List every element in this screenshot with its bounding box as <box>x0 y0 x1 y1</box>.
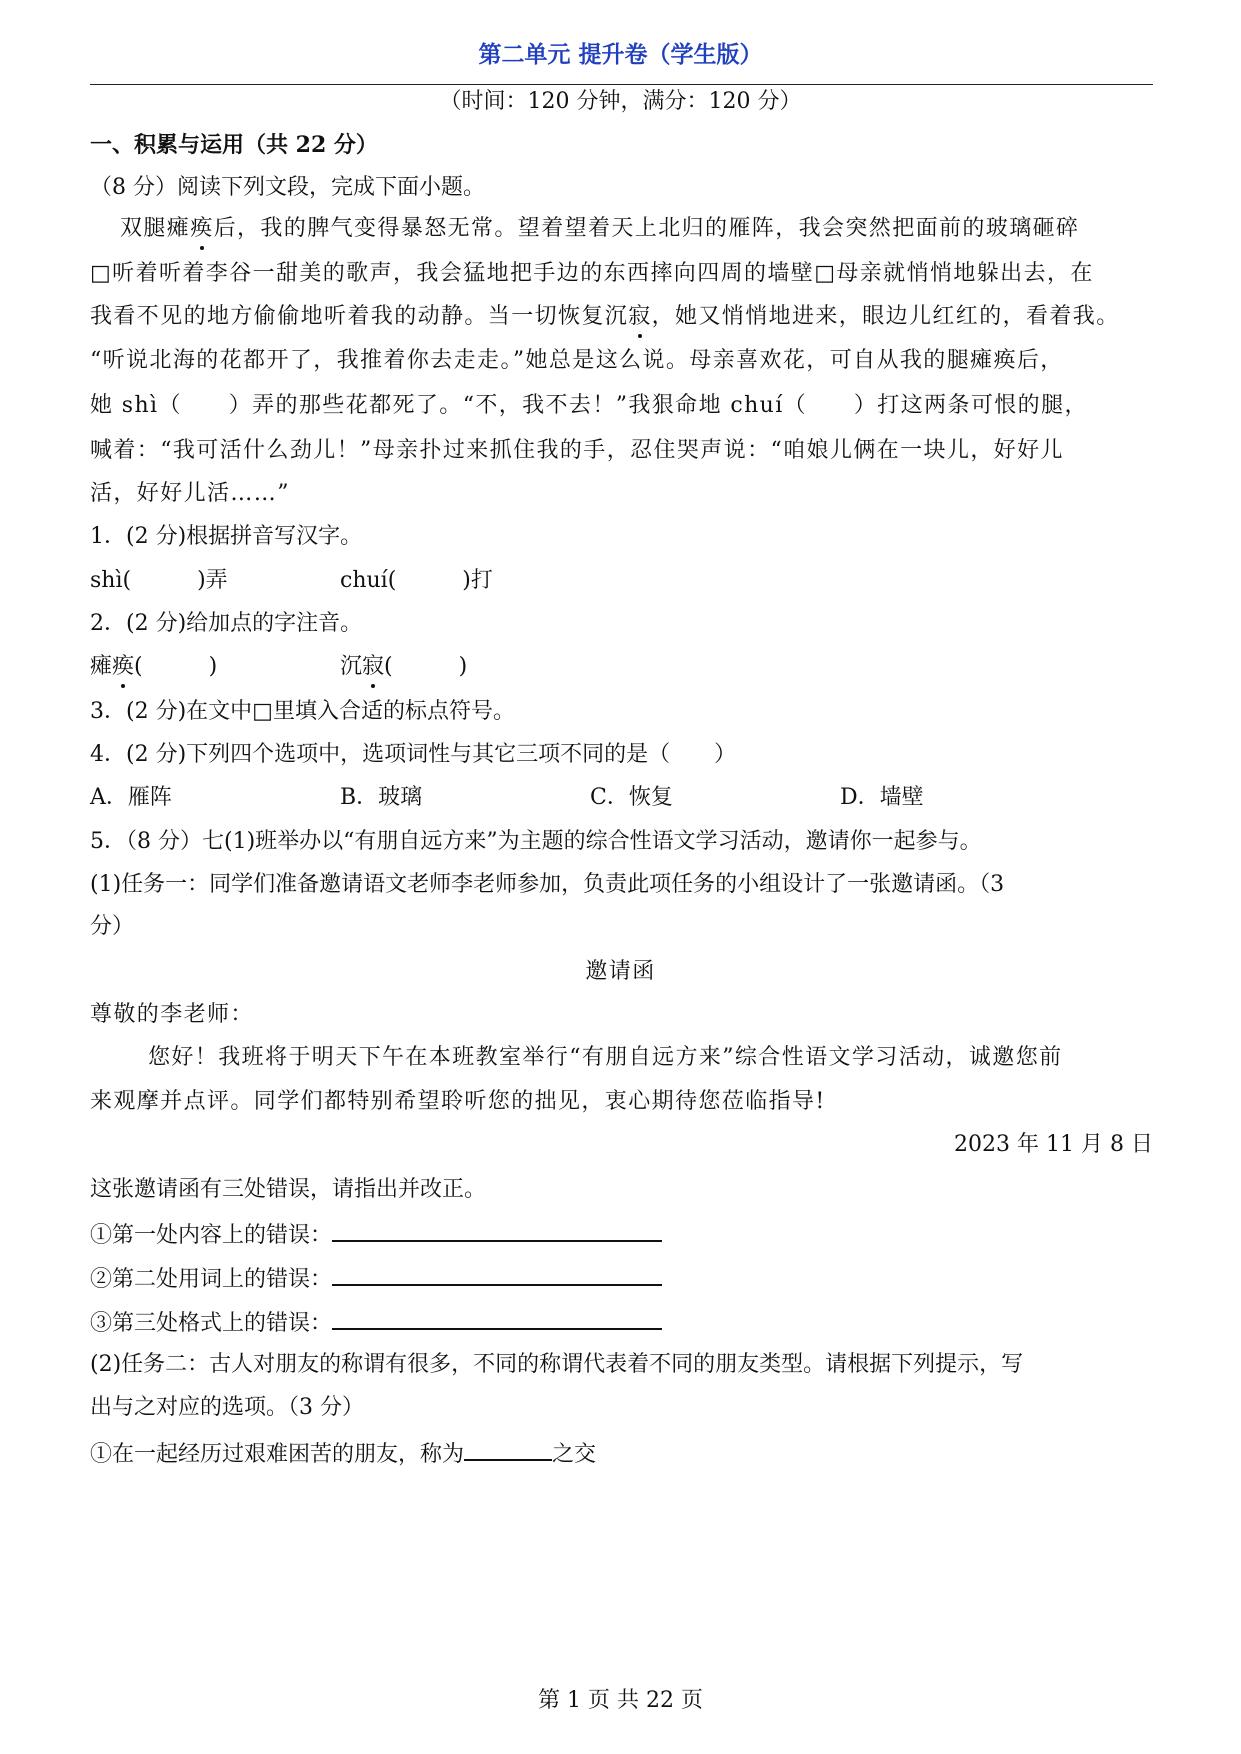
letter-date: 2023 年 11 月 8 日 <box>954 1132 1153 1157</box>
passage-line-2: □听着听着李谷一甜美的歌声，我会猛地把手边的东西摔向四周的墙壁□母亲就悄悄地躲出去，在 <box>90 261 1094 286</box>
q4-option-c[interactable]: C．恢复 <box>590 785 673 810</box>
q2-answer-a: 瘫痪( ) <box>90 652 217 682</box>
q1-answer-b: chuí( )打 <box>340 568 493 593</box>
letter-title: 邀请函 <box>585 959 656 984</box>
error-3: ③第三处格式上的错误： <box>90 1306 662 1339</box>
q4-option-a[interactable]: A．雁阵 <box>90 785 172 810</box>
letter-body-1: 您好！我班将于明天下午在本班教室举行“有朋自远方来”综合性语文学习活动，诚邀您前 <box>148 1045 1063 1070</box>
q4-option-b[interactable]: B．玻璃 <box>340 785 423 810</box>
document-title: 第二单元 提升卷（学生版） <box>478 41 763 68</box>
section-heading: 一、积累与运用（共 22 分） <box>90 132 378 158</box>
dotted-char: 寂 <box>628 302 651 332</box>
passage-line-7: 活，好好儿活……” <box>90 481 290 506</box>
answer-blank[interactable] <box>332 1218 662 1242</box>
task-2-line-1: (2)任务二：古人对朋友的称谓有很多，不同的称谓代表着不同的朋友类型。请根据下列提示，写 <box>90 1352 1024 1377</box>
letter-body-2: 来观摩并点评。同学们都特别希望聆听您的拙见，衷心期待您莅临指导! <box>90 1089 826 1114</box>
passage-line-4: “听说北海的花都开了，我推着你去走走。”她总是这么说。母亲喜欢花，可自从我的腿瘫痪后， <box>90 348 1064 373</box>
task-1-line-1: (1)任务一：同学们准备邀请语文老师李老师参加，负责此项任务的小组设计了一张邀请函。（3 <box>90 872 1005 897</box>
dotted-char: 痪 <box>112 652 134 682</box>
dotted-char: 痪 <box>190 214 213 244</box>
passage-line-1: 双腿瘫痪后，我的脾气变得暴怒无常。望着望着天上北归的雁阵，我会突然把面前的玻璃砸碎 <box>120 214 1079 244</box>
letter-greeting: 尊敬的李老师： <box>90 1002 254 1027</box>
question-3: 3．(2 分)在文中□里填入合适的标点符号。 <box>90 699 515 724</box>
question-5: 5．（8 分）七(1)班举办以“有朋自远方来”为主题的综合性语文学习活动，邀请你一起参与。 <box>90 829 982 854</box>
answer-blank[interactable] <box>332 1262 662 1286</box>
question-4: 4．(2 分)下列四个选项中，选项词性与其它三项不同的是（ ） <box>90 742 737 767</box>
q1-answer-a: shì( )弄 <box>90 568 228 593</box>
q4-option-d[interactable]: D．墙壁 <box>840 785 924 810</box>
error-2: ②第二处用词上的错误： <box>90 1262 662 1295</box>
error-1: ①第一处内容上的错误： <box>90 1218 662 1251</box>
header-divider <box>90 84 1153 85</box>
task-2-item-1: ①在一起经历过艰难困苦的朋友，称为 之交 <box>90 1437 596 1470</box>
exam-info: （时间：120 分钟，满分：120 分） <box>439 89 802 114</box>
dotted-char: 寂 <box>362 652 384 682</box>
question-1: 1．(2 分)根据拼音写汉字。 <box>90 524 363 549</box>
task-1-line-2: 分） <box>90 914 135 939</box>
page-number: 第 1 页 共 22 页 <box>538 1688 703 1713</box>
errors-intro: 这张邀请函有三处错误，请指出并改正。 <box>90 1177 487 1202</box>
answer-blank[interactable] <box>464 1437 552 1461</box>
reading-intro: （8 分）阅读下列文段，完成下面小题。 <box>90 175 485 200</box>
passage-line-6: 喊着：“我可活什么劲儿！”母亲扑过来抓住我的手，忍住哭声说：“咱娘儿俩在一块儿，好好儿 <box>90 438 1064 463</box>
answer-blank[interactable] <box>332 1306 662 1330</box>
question-2: 2．(2 分)给加点的字注音。 <box>90 611 363 636</box>
q2-answer-b: 沉寂( ) <box>340 652 467 682</box>
passage-line-5: 她 shì（ ）弄的那些花都死了。“不，我不去！”我狠命地 chuí（ ）打这两条可恨的腿， <box>90 393 1088 418</box>
passage-line-3: 我看不见的地方偷偷地听着我的动静。当一切恢复沉寂，她又悄悄地进来，眼边儿红红的，看着我。 <box>90 302 1120 332</box>
task-2-line-2: 出与之对应的选项。（3 分） <box>90 1395 364 1420</box>
